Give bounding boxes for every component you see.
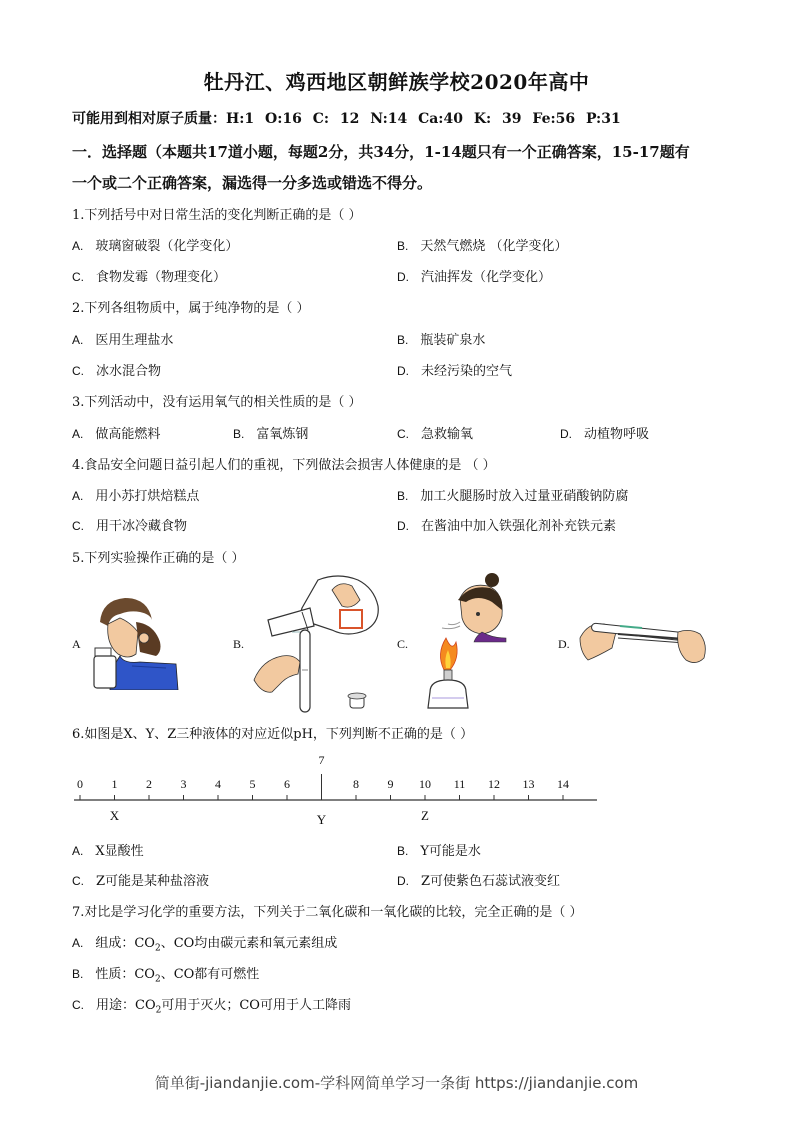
q4-option-d: D. 在酱油中加入铁强化剂补充铁元素 <box>397 519 617 534</box>
ph-tick-label: 8 <box>353 777 359 791</box>
atomic-mass-line: 可能用到相对原子质量：H:1 O:16 C: 12 N:14 Ca:40 K: 39 Fe:56 P:31 <box>72 111 621 127</box>
q7-option-c: C. 用途：$CO_2$可用于灭火；CO可用于人工降雨 <box>72 998 351 1016</box>
q3-option-a: A. 做高能燃料 <box>72 427 161 442</box>
q4-option-a: A. 用小苏打烘焙糕点 <box>72 489 200 504</box>
ph-tick-label: 9 <box>387 777 394 791</box>
question-3-stem: 3.下列活动中，没有运用氧气的相关性质的是（ ） <box>72 395 362 410</box>
ph-tick-label: 10 <box>419 777 431 791</box>
q1-option-a: A. 玻璃窗破裂（化学变化） <box>72 239 239 254</box>
q1-option-c: C. 食物发霉（物理变化） <box>72 270 227 285</box>
ph-scale-diagram <box>72 750 612 830</box>
q4-option-c: C. 用干冰冷藏食物 <box>72 519 188 534</box>
q5-label-a: A <box>72 637 81 651</box>
q7-option-a: A. 组成：$CO_2$、CO均由碳元素和氧元素组成 <box>72 936 338 954</box>
alcohol-lamp-illustration <box>420 572 510 712</box>
ph-marker-label: Z <box>421 808 429 823</box>
ph-tick-label: 7 <box>318 753 325 767</box>
test-tube-holder-illustration <box>578 608 713 674</box>
q6-option-b: B. Y可能是水 <box>397 844 481 859</box>
section-heading-line2: 一个或二个正确答案，漏选得一分多选或错选不得分。 <box>72 174 433 192</box>
q6-option-a: A. X显酸性 <box>72 844 144 859</box>
question-4-stem: 4.食品安全问题日益引起人们的重视，下列做法会损害人体健康的是 （ ） <box>72 458 496 473</box>
section-heading-line1: 一．选择题（本题共17道小题，每题2分，共34分，1-14题只有一个正确答案，15-17题有 <box>72 143 690 161</box>
ph-tick-label: 11 <box>453 777 466 791</box>
q1-option-d: D. 汽油挥发（化学变化） <box>397 270 552 285</box>
ph-tick-label: 2 <box>146 777 152 791</box>
ph-tick-label: 0 <box>77 777 83 791</box>
page-title: 牡丹江、鸡西地区朝鲜族学校2020年高中 <box>203 70 590 94</box>
ph-tick-label: 6 <box>284 777 290 791</box>
ph-marker-label: X <box>109 808 120 823</box>
pouring-liquid-illustration <box>248 570 388 715</box>
page-footer: 简单街-jiandanjie.com-学科网简单学习一条街 https://jiandanjie.com <box>154 1074 639 1092</box>
q5-label-d: D. <box>558 637 570 651</box>
q2-option-a: A. 医用生理盐水 <box>72 333 174 348</box>
ph-tick-label: 14 <box>557 777 569 791</box>
question-5-stem: 5.下列实验操作正确的是（ ） <box>72 551 245 566</box>
q5-label-b: B. <box>233 637 245 651</box>
q4-option-b: B. 加工火腿肠时放入过量亚硝酸钠防腐 <box>397 489 629 504</box>
ph-tick-label: 13 <box>522 777 535 791</box>
smelling-bottle-illustration <box>80 592 180 690</box>
q2-option-d: D. 未经污染的空气 <box>397 364 513 379</box>
q2-option-c: C. 冰水混合物 <box>72 364 162 379</box>
ph-tick-label: 12 <box>488 777 500 791</box>
question-2-stem: 2.下列各组物质中，属于纯净物的是（ ） <box>72 301 310 316</box>
q3-option-c: C. 急救输氧 <box>397 427 474 442</box>
q5-label-c: C. <box>397 637 409 651</box>
ph-marker-label: Y <box>316 812 327 827</box>
ph-tick-label: 1 <box>111 777 118 791</box>
question-1-stem: 1.下列括号中对日常生活的变化判断正确的是（ ） <box>72 208 362 223</box>
ph-tick-label: 4 <box>215 777 221 791</box>
q3-option-d: D. 动植物呼吸 <box>560 427 650 442</box>
q1-option-b: B. 天然气燃烧 （化学变化） <box>397 239 568 254</box>
q6-option-c: C. Z可能是某种盐溶液 <box>72 874 210 889</box>
ph-tick-label: 3 <box>180 777 187 791</box>
q3-option-b: B. 富氧炼钢 <box>233 427 309 442</box>
ph-tick-label: 5 <box>249 777 256 791</box>
question-7-stem: 7.对比是学习化学的重要方法，下列关于二氧化碳和一氧化碳的比较，完全正确的是（ ） <box>72 905 583 920</box>
q6-option-d: D. Z可使紫色石蕊试液变红 <box>397 874 561 889</box>
question-6-stem: 6.如图是X、Y、Z三种液体的对应近似pH，下列判断不正确的是（ ） <box>72 727 474 742</box>
q2-option-b: B. 瓶装矿泉水 <box>397 333 486 348</box>
q7-option-b: B. 性质：$CO_2$、CO都有可燃性 <box>72 967 260 985</box>
